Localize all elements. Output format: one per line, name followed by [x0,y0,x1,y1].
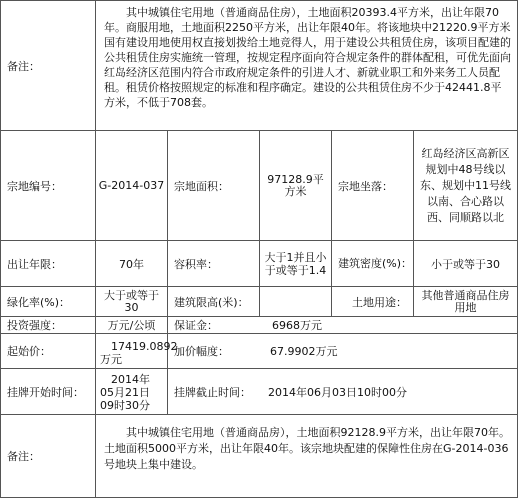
deposit-value: 6968万元 [272,319,322,332]
parcel-location-label: 宗地坐落： [338,179,393,193]
parcel-id-value: G-2014-037 [98,179,165,192]
far-value: 大于1并且小于或等于1.4 [264,250,327,277]
intensity-label: 投资强度： [7,319,62,332]
remark2-label: 备注： [7,450,40,463]
increment-value: 67.9902万元 [270,345,338,358]
parcel-id-label: 宗地编号： [7,179,62,193]
deposit-label: 保证金： [174,319,218,332]
density-label: 建筑密度(%)： [338,257,413,270]
height-value [260,287,331,316]
land-use-label: 土地用途： [352,295,407,309]
start-price-label: 起始价： [7,345,51,358]
years-label: 出让年限： [7,257,62,271]
listing-start-value: 2014年05月21日09时30分 [100,373,150,412]
listing-start-label: 挂牌开始时间： [7,385,84,399]
intensity-value: 万元/公顷 [107,319,156,332]
far-label: 容积率： [174,257,218,271]
parcel-location-value: 红岛经济区高新区规划中48号线以东、规划中11号线以南、合心路以西、同顺路以北 [420,146,511,224]
green-value: 大于或等于30 [104,288,159,314]
parcel-area-value: 97128.9平方米 [267,172,324,198]
density-value: 小于或等于30 [431,257,500,271]
land-use-value: 其他普通商品住房用地 [421,288,510,314]
increment-label: 加价幅度： [174,345,229,358]
green-label: 绿化率(%)： [7,295,71,309]
remark-text: 其中城镇住宅用地（普通商品住房），土地面积20393.4平方米，出让年限70年。商服用地，土地面积2250平方米，出让年限40年。将该地块中21220.9平方米国有建设用地使用权直接划拨给土地竞得人，用于建设公共租赁住房，该项目配建的公共租赁住房实施统一管理，按规定程序面向符合规定条件的群体配租，可优先面向红岛经济区范围内符合市政府规定条件的引进人才、新就业职工和外来务工人员配租。租赁价格按照规定的标准和程序确定。建设的公共租赁住房不少于42441.8平方米，不低于708套。 [104,6,511,109]
years-value: 70年 [119,257,144,271]
listing-end-value: 2014年06月03日10时00分 [268,385,407,399]
start-price-value: 17419.0892万元 [100,340,178,366]
remark-label: 备注： [7,59,40,73]
parcel-area-label: 宗地面积： [174,179,229,193]
remark2-text: 其中城镇住宅用地（普通商品房），土地面积92128.9平方米，出让年限70年。土地面积5000平方米，出让年限40年。该宗地块配建的保障性住房在G-2014-036号地块上集中建设。 [104,426,510,471]
height-label: 建筑限高(米)： [174,295,249,309]
listing-end-label: 挂牌截止时间： [174,385,251,399]
